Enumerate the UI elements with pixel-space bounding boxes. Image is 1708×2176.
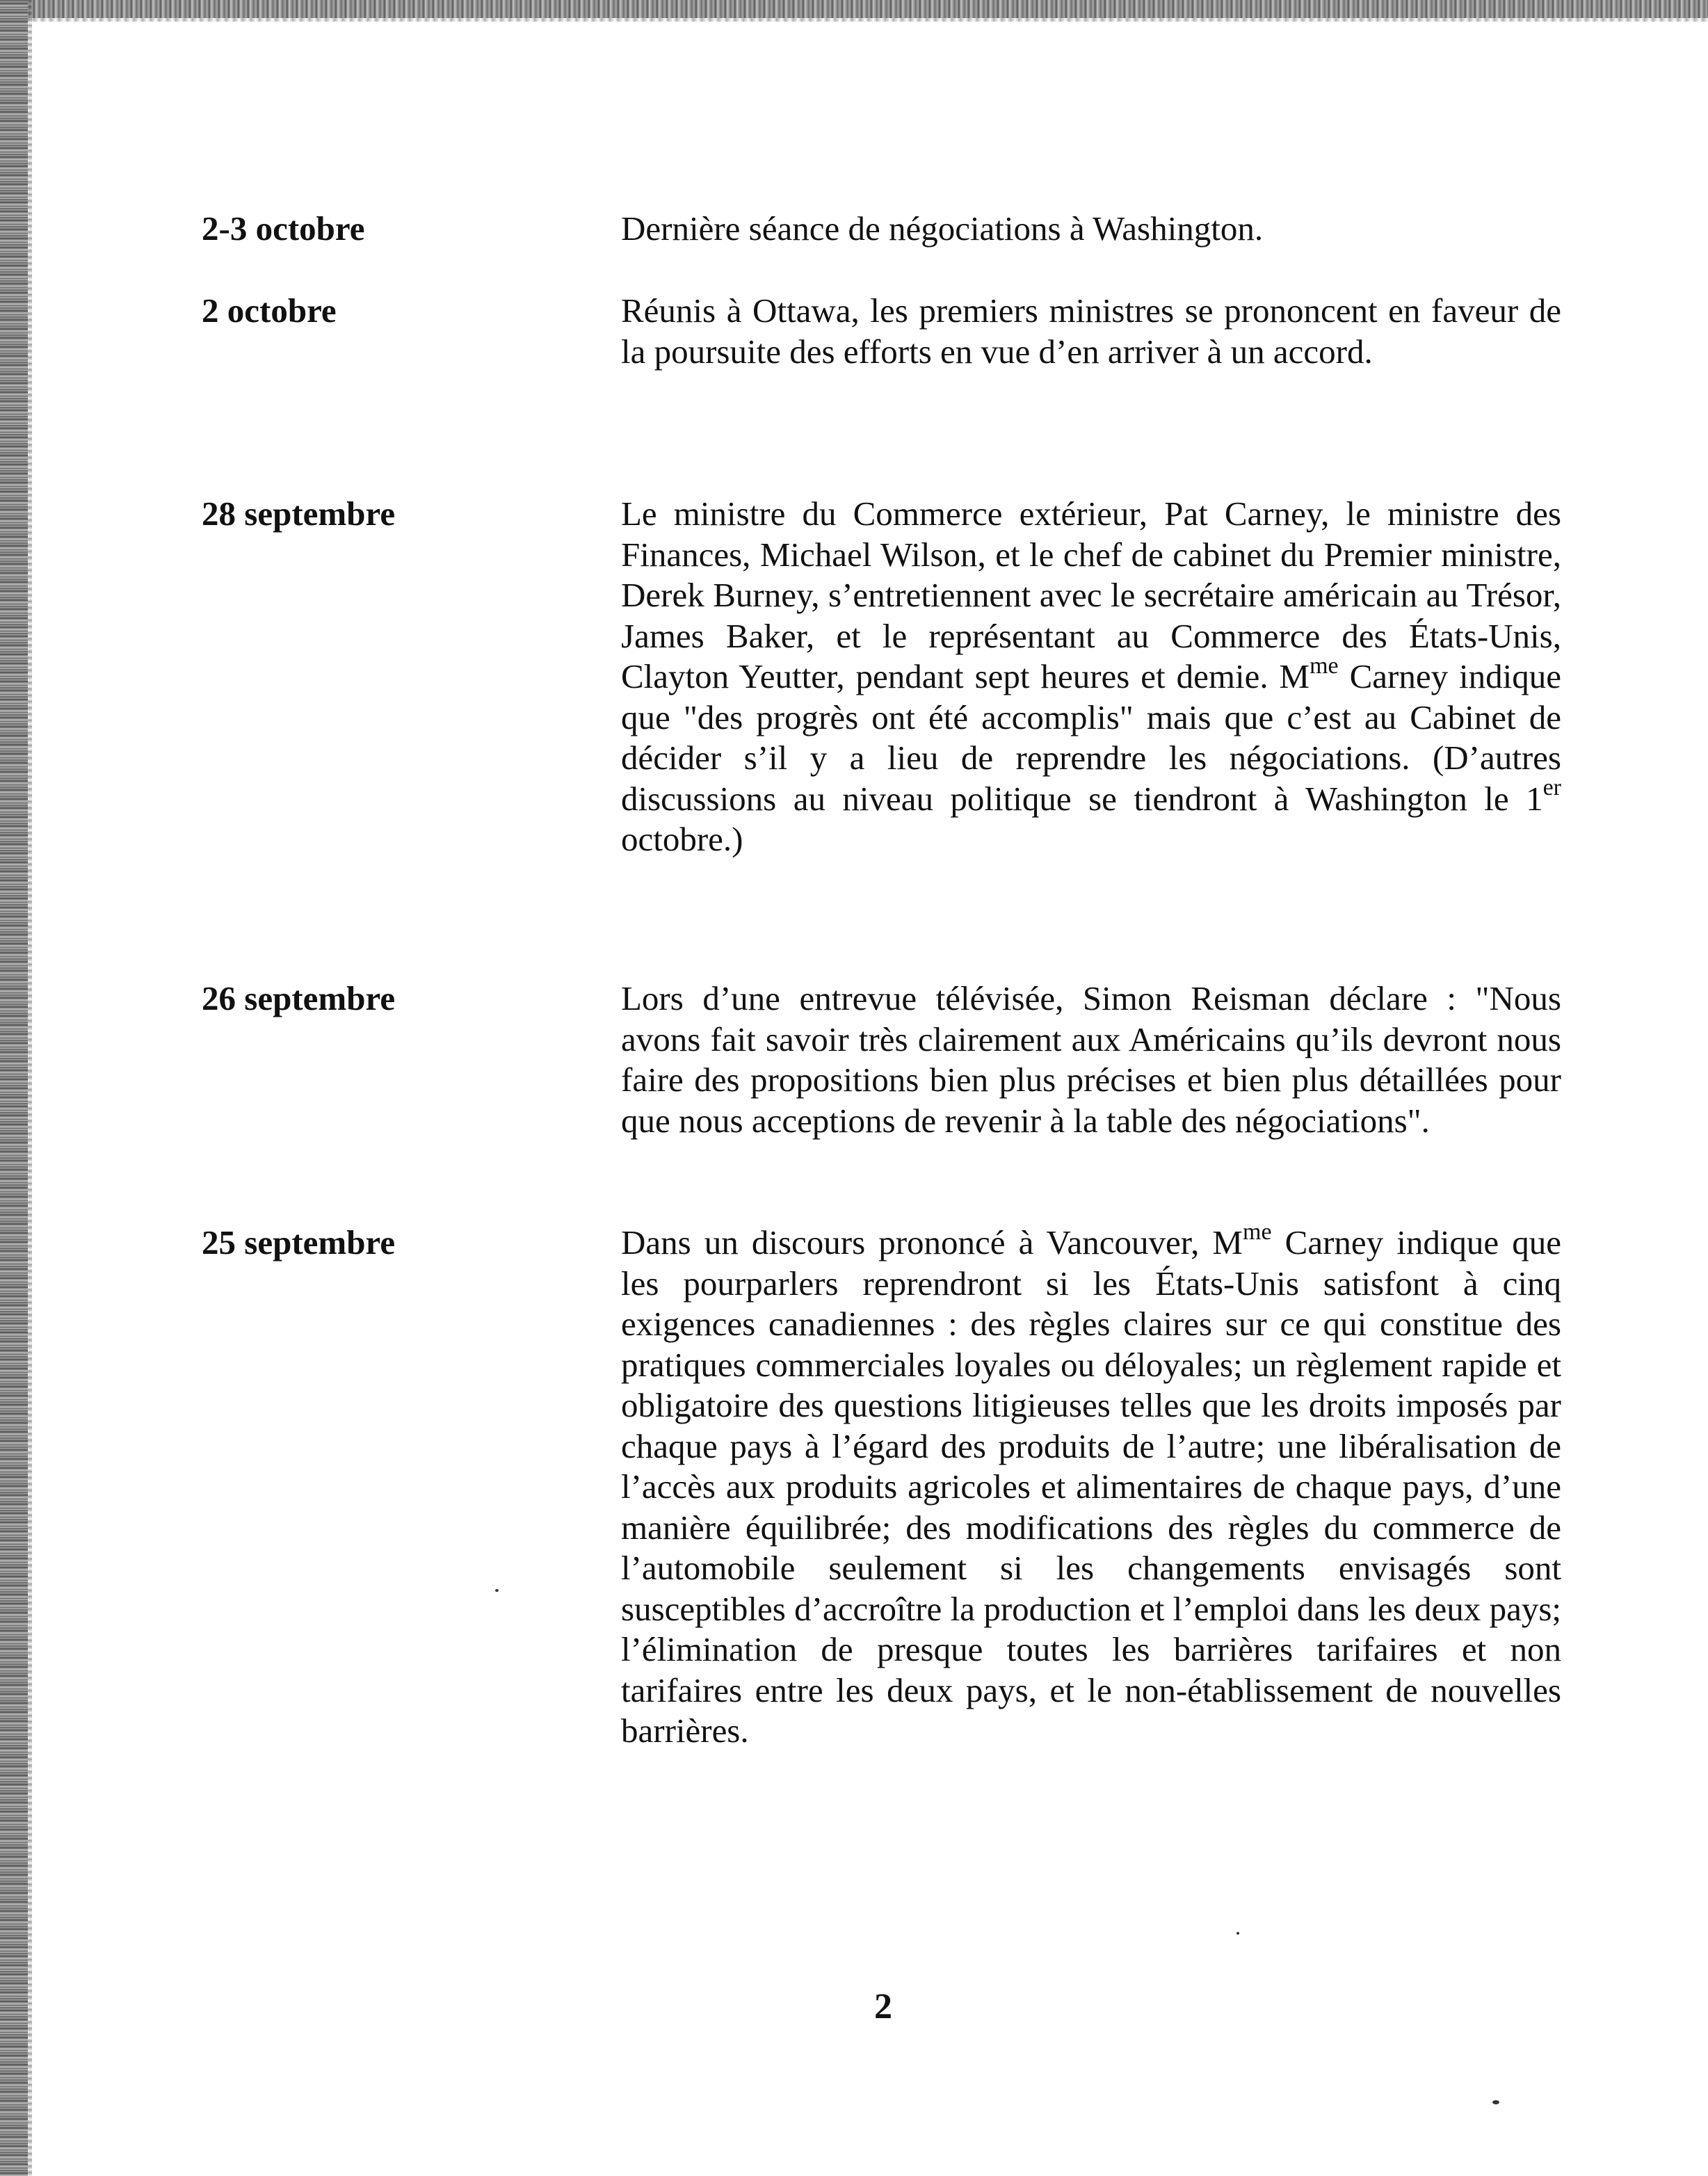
entry-text: octobre.) — [621, 820, 743, 858]
superscript: me — [1310, 652, 1339, 679]
entry-date: 2 octobre — [202, 291, 337, 330]
entry-text: Carney indique que "des progrès ont été accomplis" mais que c’est au Cabinet de décider s’il y a lieu de reprendre les négociations. (D’autres discussions au niveau politique se tiendront à Washington le 1 — [621, 657, 1561, 818]
entry-date: 2-3 octobre — [202, 209, 365, 248]
entry-description — [621, 1218, 1561, 1752]
entry-text: Carney indique que les pourparlers reprendront si les États-Unis satisfont à cinq exigences canadiennes : des règles claires sur ce qui constitue des pratiques commerciales loyales ou déloyales; un règlement rapide et obligatoire des questions litigieuses telles que les droits imposés par chaque pays à l’égard des produits de l’autre; une libéralisation de l’accès aux produits agricoles et alimentaires de chaque pays, d’une manière équilibrée; des modifications des règles du commerce de l’automobile seulement si les changements envisagés sont susceptibles d’accroître la production et l’emploi dans les deux pays; l’élimination de presque toutes les barrières tarifaires et non tarifaires entre les deux pays, et le non-établissement de nouvelles barrières. — [621, 1223, 1561, 1750]
entry-description: Réunis à Ottawa, les premiers ministres se prononcent en faveur de la poursuite des efforts en vue d’en arriver à un accord. — [621, 291, 1561, 371]
scan-edge-left — [0, 0, 28, 2176]
entry-description: Lors d’une entrevue télévisée, Simon Reisman déclare : "Nous avons fait savoir très clairement aux Américains qu’ils devront nous faire des propositions bien plus précises et bien plus détaillées pour que nous acceptions de revenir à la table des négociations". — [621, 979, 1561, 1140]
scan-edge-top — [0, 0, 1708, 18]
superscript: er — [1542, 775, 1561, 801]
scan-speck — [1492, 2100, 1499, 2104]
entry-text: Le ministre du Commerce extérieur, Pat Carney, le ministre des Finances, Michael Wilson, et le chef de cabinet du Premier ministre, Derek Burney, s’entretiennent avec le secrétaire américain au Trésor, James Baker, et le représentant au Commerce des États-Unis, Clayton Yeutter, pendant sept heures et demie. M — [621, 494, 1561, 695]
entry-description: Dernière séance de négociations à Washington. — [621, 209, 1264, 248]
superscript: me — [1243, 1218, 1272, 1245]
scan-speck — [1236, 1932, 1239, 1935]
entry-text: Dans un discours prononcé à Vancouver, M — [621, 1223, 1243, 1262]
entry-description — [621, 494, 1561, 860]
page-number: 2 — [874, 1987, 892, 2026]
entry-date: 28 septembre — [202, 494, 396, 533]
entry-date: 26 septembre — [202, 979, 396, 1017]
scan-speck — [495, 1589, 499, 1592]
entry-date: 25 septembre — [202, 1223, 396, 1262]
